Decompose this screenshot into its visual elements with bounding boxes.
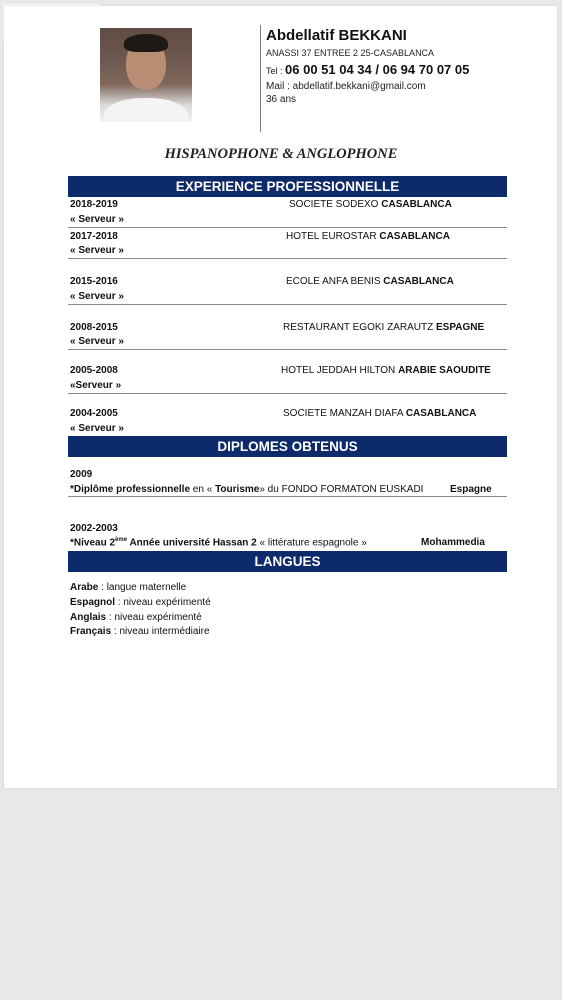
experience-period: 2004-2005 (70, 408, 118, 419)
diplomas-section-title: DIPLOMES OBTENUS (68, 436, 507, 457)
languages-section-title: LANGUES (68, 551, 507, 572)
divider (68, 496, 507, 497)
diploma-year: 2009 (70, 469, 93, 480)
experience-place: HOTEL JEDDAH HILTON ARABIE SAOUDITE (281, 365, 491, 376)
profile-photo (100, 28, 192, 122)
mail-label: Mail : (266, 81, 293, 92)
experience-place: ECOLE ANFA BENIS CASABLANCA (286, 276, 454, 287)
experience-period: 2008-2015 (70, 322, 118, 333)
experience-role: « Serveur » (70, 423, 124, 434)
experience-place: SOCIETE MANZAH DIAFA CASABLANCA (283, 408, 477, 419)
telephone (266, 62, 469, 77)
diploma-place: Mohammedia (421, 537, 485, 548)
experience-place: SOCIETE SODEXO CASABLANCA (289, 199, 452, 210)
candidate-name: Abdellatif BEKKANI (266, 27, 407, 44)
divider (68, 304, 507, 305)
divider (68, 349, 507, 350)
languages-headline: HISPANOPHONE & ANGLOPHONE (164, 146, 398, 162)
experience-period: 2015-2016 (70, 276, 118, 287)
experience-section-title: EXPERIENCE PROFESSIONNELLE (68, 176, 507, 197)
cv-page (4, 6, 557, 788)
diploma-description: *Diplôme professionnelle en « Tourisme» du FONDO FORMATON EUSKADI (70, 484, 424, 495)
age: 36 ans (266, 94, 297, 105)
experience-role: « Serveur » (70, 336, 124, 347)
experience-role: « Serveur » (70, 214, 124, 225)
experience-role: « Serveur » (70, 245, 124, 256)
experience-period: 2018-2019 (70, 199, 118, 210)
diploma-place: Espagne (450, 484, 492, 495)
diploma-description: *Niveau 2ème Année université Hassan 2 « littérature espagnole » (70, 537, 367, 549)
experience-role: «Serveur » (70, 380, 122, 391)
diploma-year: 2002-2003 (70, 523, 118, 534)
divider (68, 258, 507, 259)
language-item: Espagnol : niveau expérimenté (70, 597, 211, 608)
header-divider (260, 25, 261, 132)
experience-period: 2005-2008 (70, 365, 118, 376)
divider (68, 393, 507, 394)
experience-place: RESTAURANT EGOKI ZARAUTZ ESPAGNE (283, 322, 485, 333)
mail-address: abdellatif.bekkani@gmail.com (292, 81, 426, 92)
language-item: Anglais : niveau expérimenté (70, 612, 202, 623)
address: ANASSI 37 ENTREE 2 25-CASABLANCA (266, 48, 435, 58)
experience-period: 2017-2018 (70, 231, 118, 242)
tel-numbers: 06 00 51 04 34 / 06 94 70 07 05 (285, 62, 470, 77)
language-item: Français : niveau intermédiaire (70, 626, 210, 637)
tel-label: Tel : (266, 66, 286, 76)
experience-role: « Serveur » (70, 291, 124, 302)
divider (68, 227, 507, 228)
language-item: Arabe : langue maternelle (70, 582, 187, 593)
email (266, 81, 426, 92)
experience-place: HOTEL EUROSTAR CASABLANCA (286, 231, 450, 242)
